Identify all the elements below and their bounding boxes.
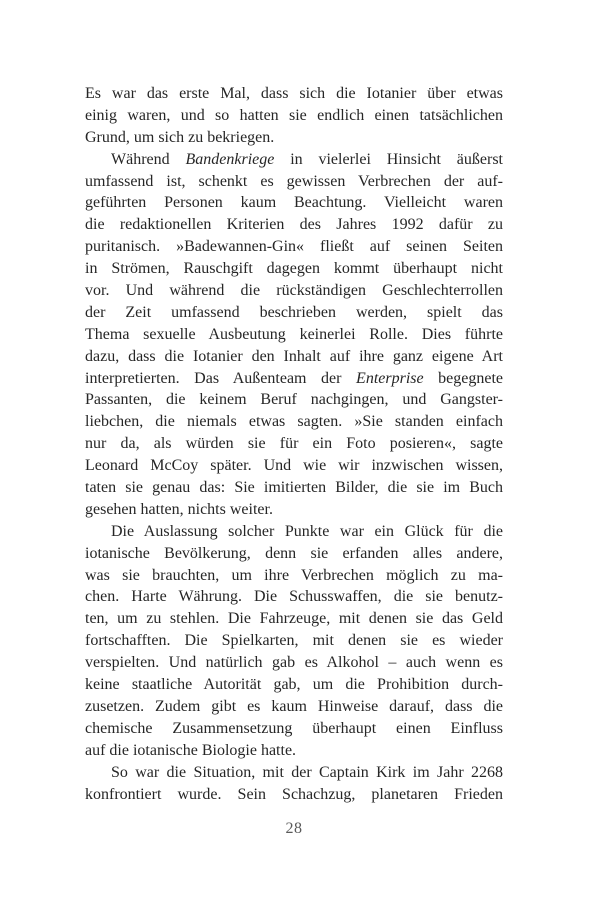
text-line: fortschafften. Die Spielkarten, mit denen sie es wieder — [85, 632, 503, 650]
text-line: So war die Situation, mit der Captain Kirk im Jahr 2268 — [111, 763, 503, 781]
paragraph — [85, 149, 503, 521]
text-line: der Zeit umfassend beschrieben werden, spielt das — [85, 303, 503, 321]
text-line: Passanten, die keinem Beruf nachgingen, und Gangster- — [85, 391, 503, 409]
text-line: keine staatliche Autorität gab, um die Prohibition durch- — [85, 676, 503, 694]
text-line: interpretierten. Das Außenteam der Enterprise begegnete — [85, 369, 504, 387]
text-line: in Strömen, Rauschgift dagegen kommt überhaupt nicht — [85, 260, 503, 278]
text-line: nur da, als würden sie für ein Foto posieren«, sagte — [85, 435, 503, 453]
text-line: umfassend ist, schenkt es gewissen Verbrechen der auf- — [85, 172, 503, 190]
text-line: die redaktionellen Kriterien des Jahres 1992 dafür zu — [85, 216, 503, 234]
paragraph — [85, 521, 503, 762]
text-line: Leonard McCoy später. Und wie wir inzwischen wissen, — [85, 457, 503, 475]
text-block — [85, 83, 503, 805]
text-line: Während Bandenkriege in vielerlei Hinsicht äußerst — [111, 150, 503, 168]
text-line: puritanisch. »Badewannen-Gin« fließt auf seinen Seiten — [85, 238, 503, 256]
text-line: was sie brauchten, um ihre Verbrechen möglich zu ma- — [85, 566, 503, 584]
text-line: chen. Harte Währung. Die Schusswaffen, die sie benutz- — [85, 588, 503, 606]
text-line: vor. Und während die rückständigen Geschlechterrollen — [85, 282, 503, 300]
text-line: einig waren, und so hatten sie endlich einen tatsächlichen — [85, 106, 503, 124]
text-line: verspielten. Und natürlich gab es Alkohol – auch wenn es — [85, 654, 503, 672]
text-line: gesehen hatten, nichts weiter. — [85, 500, 273, 518]
text-line: iotanische Bevölkerung, denn sie erfanden alles andere, — [85, 544, 503, 562]
text-line: Es war das erste Mal, dass sich die Iotanier über etwas — [85, 85, 503, 102]
text-line: Thema sexuelle Ausbeutung keinerlei Rolle. Dies führte — [85, 325, 503, 343]
text-line: Grund, um sich zu bekriegen. — [85, 128, 275, 146]
text-line: auf die iotanische Biologie hatte. — [85, 741, 297, 759]
text-line: konfrontiert wurde. Sein Schachzug, planetaren Frieden — [85, 785, 503, 803]
text-line: geführten Personen kaum Beachtung. Vielleicht waren — [85, 194, 503, 212]
page-number: 28 — [285, 820, 303, 837]
text-line: Die Auslassung solcher Punkte war ein Glück für die — [111, 522, 503, 540]
text-line: zusetzen. Zudem gibt es kaum Hinweise darauf, dass die — [85, 697, 503, 715]
text-line: taten sie genau das: Sie imitierten Bilder, die sie im Buch — [85, 479, 503, 497]
text-line: chemische Zusammensetzung überhaupt einen Einfluss — [85, 719, 503, 737]
paragraph — [85, 83, 503, 149]
text-line: ten, um zu stehlen. Die Fahrzeuge, mit denen sie das Geld — [85, 610, 503, 628]
text-line: liebchen, die niemals etwas sagten. »Sie standen einfach — [85, 413, 503, 431]
paragraph — [85, 762, 503, 806]
text-line: dazu, dass die Iotanier den Inhalt auf ihre ganz eigene Art — [85, 347, 503, 365]
